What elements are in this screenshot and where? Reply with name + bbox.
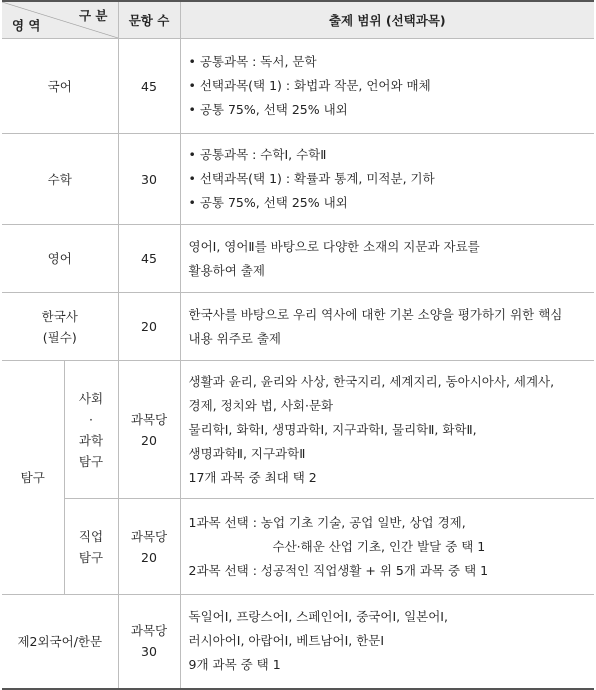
row-english (2, 225, 594, 293)
scope-line: • 선택과목(택 1) : 화법과 작문, 언어와 매체 (188, 78, 431, 93)
scope-line: 물리학Ⅰ, 화학Ⅰ, 생명과학Ⅰ, 지구과학Ⅰ, 물리학Ⅱ, 화학Ⅱ, (188, 421, 477, 437)
scope-line: • 공통과목 : 수학Ⅰ, 수학Ⅱ (188, 147, 327, 162)
row-inquiry-social (2, 361, 594, 499)
subarea-line: · (89, 411, 93, 427)
count-english: 45 (118, 225, 180, 293)
area-english: 영어 (2, 225, 118, 293)
scope-line: 생명과학Ⅱ, 지구과학Ⅱ (188, 445, 306, 461)
count-korean: 45 (118, 39, 180, 134)
scope-line: 영어Ⅰ, 영어Ⅱ를 바탕으로 다양한 소재의 지문과 자료를 (188, 238, 480, 254)
row-korean (2, 39, 594, 134)
scope-line: 경제, 정치와 법, 사회·문화 (188, 397, 334, 413)
count-value: 20 (141, 549, 157, 565)
scope-line: • 선택과목(택 1) : 확률과 통계, 미적분, 기하 (188, 171, 435, 186)
count-foreign (118, 595, 180, 689)
scope-line: 내용 위주로 출제 (188, 330, 281, 346)
header-scope: 출제 범위 (선택과목) (180, 1, 594, 39)
scope-line: 독일어Ⅰ, 프랑스어Ⅰ, 스페인어Ⅰ, 중국어Ⅰ, 일본어Ⅰ, (188, 609, 448, 625)
subarea-line: 직업 (78, 528, 104, 544)
count-history: 20 (118, 293, 180, 361)
area-korean: 국어 (2, 39, 118, 134)
scope-social (180, 361, 594, 499)
row-math (2, 134, 594, 225)
count-vocational (118, 499, 180, 595)
scope-line: 9개 과목 중 택 1 (188, 657, 281, 673)
header-area: 영 역 (12, 18, 41, 33)
count-math: 30 (118, 134, 180, 225)
subarea-vocational (64, 499, 118, 595)
scope-line: 수산·해운 산업 기초, 인간 발달 중 택 1 (272, 538, 486, 554)
scope-line: 활용하여 출제 (188, 262, 265, 278)
area-math: 수학 (2, 134, 118, 225)
area-history-name: 한국사 (41, 308, 78, 324)
subarea-social-science (64, 361, 118, 499)
subarea-line: 탐구 (78, 453, 104, 469)
area-history (2, 293, 118, 361)
scope-math (180, 134, 594, 225)
row-history (2, 293, 594, 361)
scope-line: 2과목 선택 : 성공적인 직업생활 + 위 5개 과목 중 택 1 (188, 562, 489, 578)
scope-vocational (180, 499, 594, 595)
scope-line: • 공통 75%, 선택 25% 내외 (188, 195, 348, 210)
count-social (118, 361, 180, 499)
count-label: 과목당 (130, 623, 168, 639)
header-gubun: 구 분 (78, 8, 108, 23)
count-label: 과목당 (130, 528, 168, 544)
row-inquiry-vocational (2, 499, 594, 595)
header-count: 문항 수 (118, 1, 180, 39)
subarea-line: 사회 (78, 390, 104, 406)
exam-scope-table (2, 0, 594, 690)
subarea-line: 탐구 (78, 549, 104, 565)
header-diagonal-cell (2, 1, 118, 39)
scope-foreign (180, 595, 594, 689)
count-value: 30 (141, 644, 157, 660)
scope-line: • 공통 75%, 선택 25% 내외 (188, 102, 348, 117)
area-foreign: 제2외국어/한문 (2, 595, 118, 689)
count-value: 20 (141, 432, 157, 448)
row-foreign (2, 595, 594, 689)
header-row (2, 1, 594, 39)
scope-line: 17개 과목 중 최대 택 2 (188, 469, 317, 485)
scope-line: 1과목 선택 : 농업 기초 기술, 공업 일반, 상업 경제, (188, 514, 466, 530)
scope-history (180, 293, 594, 361)
scope-english (180, 225, 594, 293)
scope-line: 러시아어Ⅰ, 아랍어Ⅰ, 베트남어Ⅰ, 한문Ⅰ (188, 633, 385, 649)
area-history-required: (필수) (42, 329, 77, 345)
scope-line: • 공통과목 : 독서, 문학 (188, 54, 317, 69)
area-inquiry: 탐구 (2, 361, 64, 595)
count-label: 과목당 (130, 411, 168, 427)
scope-line: 생활과 윤리, 윤리와 사상, 한국지리, 세계지리, 동아시아사, 세계사, (188, 373, 555, 389)
scope-line: 한국사를 바탕으로 우리 역사에 대한 기본 소양을 평가하기 위한 핵심 (188, 306, 563, 322)
scope-korean (180, 39, 594, 134)
subarea-line: 과학 (78, 432, 104, 448)
